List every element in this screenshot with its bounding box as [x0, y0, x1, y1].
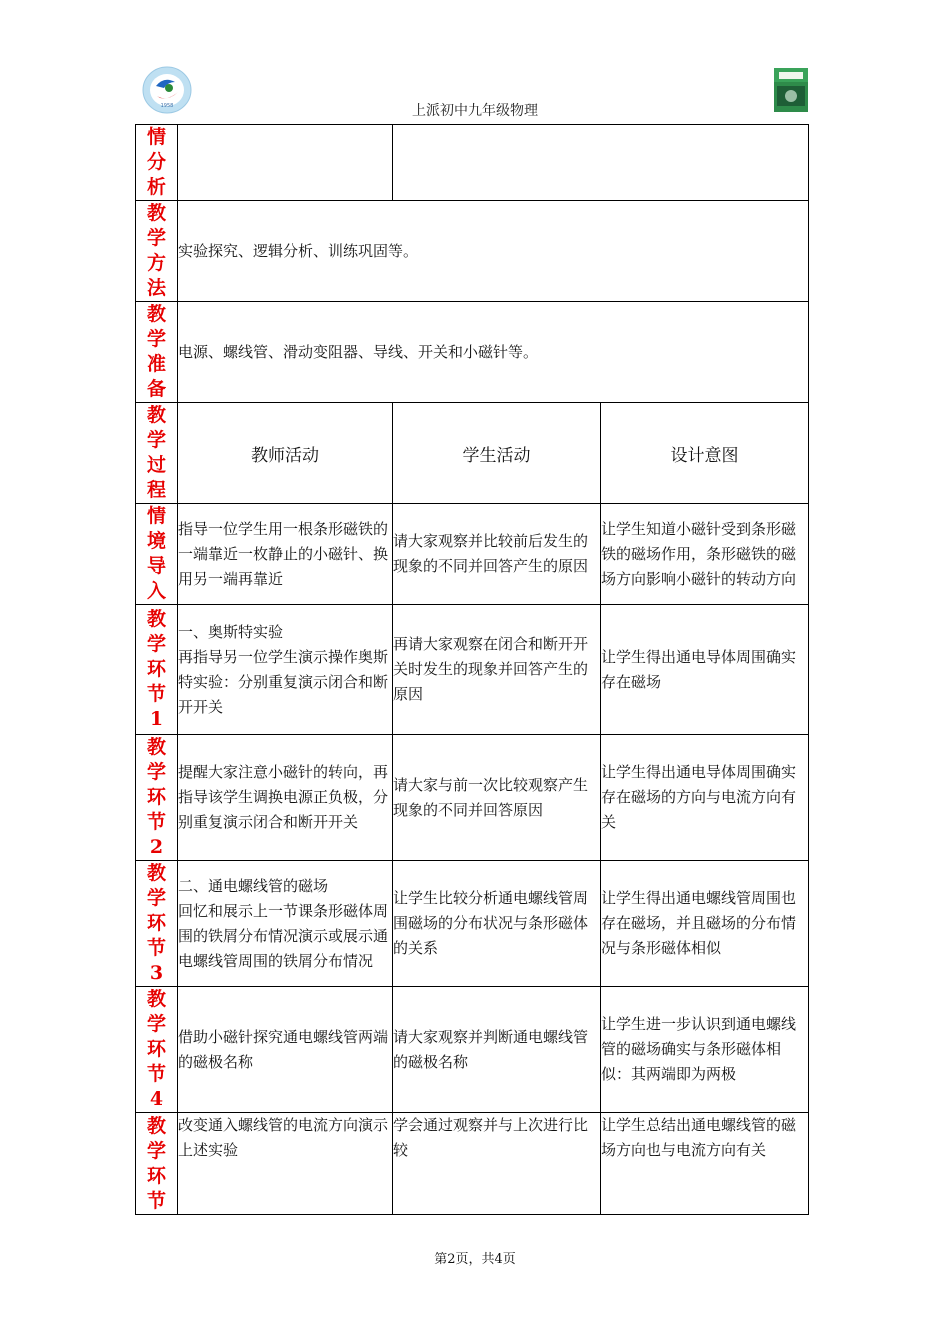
step3-design: 让学生得出通电螺线管周围也存在磁场，并且磁场的分布情况与条形磁体相似	[601, 861, 809, 987]
step1-teacher-text: 再指导另一位学生演示操作奥斯特实验：分别重复演示闭合和断开开关	[178, 647, 389, 716]
row-label-step3: 教 学 环 节 3	[136, 861, 178, 987]
row-intro	[136, 504, 809, 605]
intro-design: 让学生知道小磁针受到条形磁铁的磁场作用，条形磁铁的磁场方向影响小磁针的转动方向	[601, 504, 809, 605]
row-step4	[136, 987, 809, 1113]
intro-student: 请大家观察并比较前后发生的现象的不同并回答产生的原因	[393, 504, 601, 605]
step5-design: 让学生总结出通电螺线管的磁场方向也与电流方向有关	[601, 1113, 809, 1215]
row-label-method: 教 学 方 法	[136, 201, 178, 302]
header-teacher-activity: 教师活动	[178, 403, 393, 504]
step5-student: 学会通过观察并与上次进行比较	[393, 1113, 601, 1215]
analysis-cell-2	[393, 125, 809, 201]
header-design-intent: 设计意图	[601, 403, 809, 504]
step1-teacher	[178, 605, 393, 735]
prep-text: 电源、螺线管、滑动变阻器、导线、开关和小磁针等。	[178, 302, 809, 403]
step3-student: 让学生比较分析通电螺线管周围磁场的分布状况与条形磁体的关系	[393, 861, 601, 987]
step2-teacher: 提醒大家注意小磁针的转向，再指导该学生调换电源正负极，分别重复演示闭合和断开开关	[178, 735, 393, 861]
row-label-process: 教 学 过 程	[136, 403, 178, 504]
row-step5	[136, 1113, 809, 1215]
row-label-step5: 教 学 环 节	[136, 1113, 178, 1215]
step2-student: 请大家与前一次比较观察产生现象的不同并回答原因	[393, 735, 601, 861]
row-prep	[136, 302, 809, 403]
row-method	[136, 201, 809, 302]
intro-teacher: 指导一位学生用一根条形磁铁的一端靠近一枚静止的小磁针、换用另一端再靠近	[178, 504, 393, 605]
row-label-intro: 情 境 导 入	[136, 504, 178, 605]
row-step2	[136, 735, 809, 861]
analysis-cell-1	[178, 125, 393, 201]
row-label-prep: 教 学 准 备	[136, 302, 178, 403]
method-text: 实验探究、逻辑分析、训练巩固等。	[178, 201, 809, 302]
row-analysis	[136, 125, 809, 201]
row-label-step1: 教 学 环 节 1	[136, 605, 178, 735]
step3-teacher	[178, 861, 393, 987]
row-label-step2: 教 学 环 节 2	[136, 735, 178, 861]
row-step3	[136, 861, 809, 987]
step3-teacher-title: 二、通电螺线管的磁场	[178, 876, 329, 895]
svg-text:1958: 1958	[160, 103, 174, 109]
row-process-header	[136, 403, 809, 504]
row-step1	[136, 605, 809, 735]
lesson-plan-table	[135, 124, 809, 1215]
page-footer: 第2页，共4页	[434, 1252, 516, 1267]
step3-teacher-text: 回忆和展示上一节课条形磁体周围的铁屑分布情况演示或展示通电螺线管周围的铁屑分布情况	[178, 901, 389, 970]
header-title: 上派初中九年级物理	[412, 103, 538, 119]
step4-design: 让学生进一步认识到通电螺线管的磁场确实与条形磁体相似：其两端即为两极	[601, 987, 809, 1113]
step4-student: 请大家观察并判断通电螺线管的磁极名称	[393, 987, 601, 1113]
row-label-step4: 教 学 环 节 4	[136, 987, 178, 1113]
step4-teacher: 借助小磁针探究通电螺线管两端的磁极名称	[178, 987, 393, 1113]
header-student-activity: 学生活动	[393, 403, 601, 504]
step1-student: 再请大家观察在闭合和断开开关时发生的现象并回答产生的原因	[393, 605, 601, 735]
step5-teacher: 改变通入螺线管的电流方向演示上述实验	[178, 1113, 393, 1215]
step2-design: 让学生得出通电导体周围确实存在磁场的方向与电流方向有关	[601, 735, 809, 861]
step1-design: 让学生得出通电导体周围确实存在磁场	[601, 605, 809, 735]
row-label-analysis: 情 分 析	[136, 125, 178, 201]
step1-teacher-title: 一、奥斯特实验	[178, 622, 284, 641]
